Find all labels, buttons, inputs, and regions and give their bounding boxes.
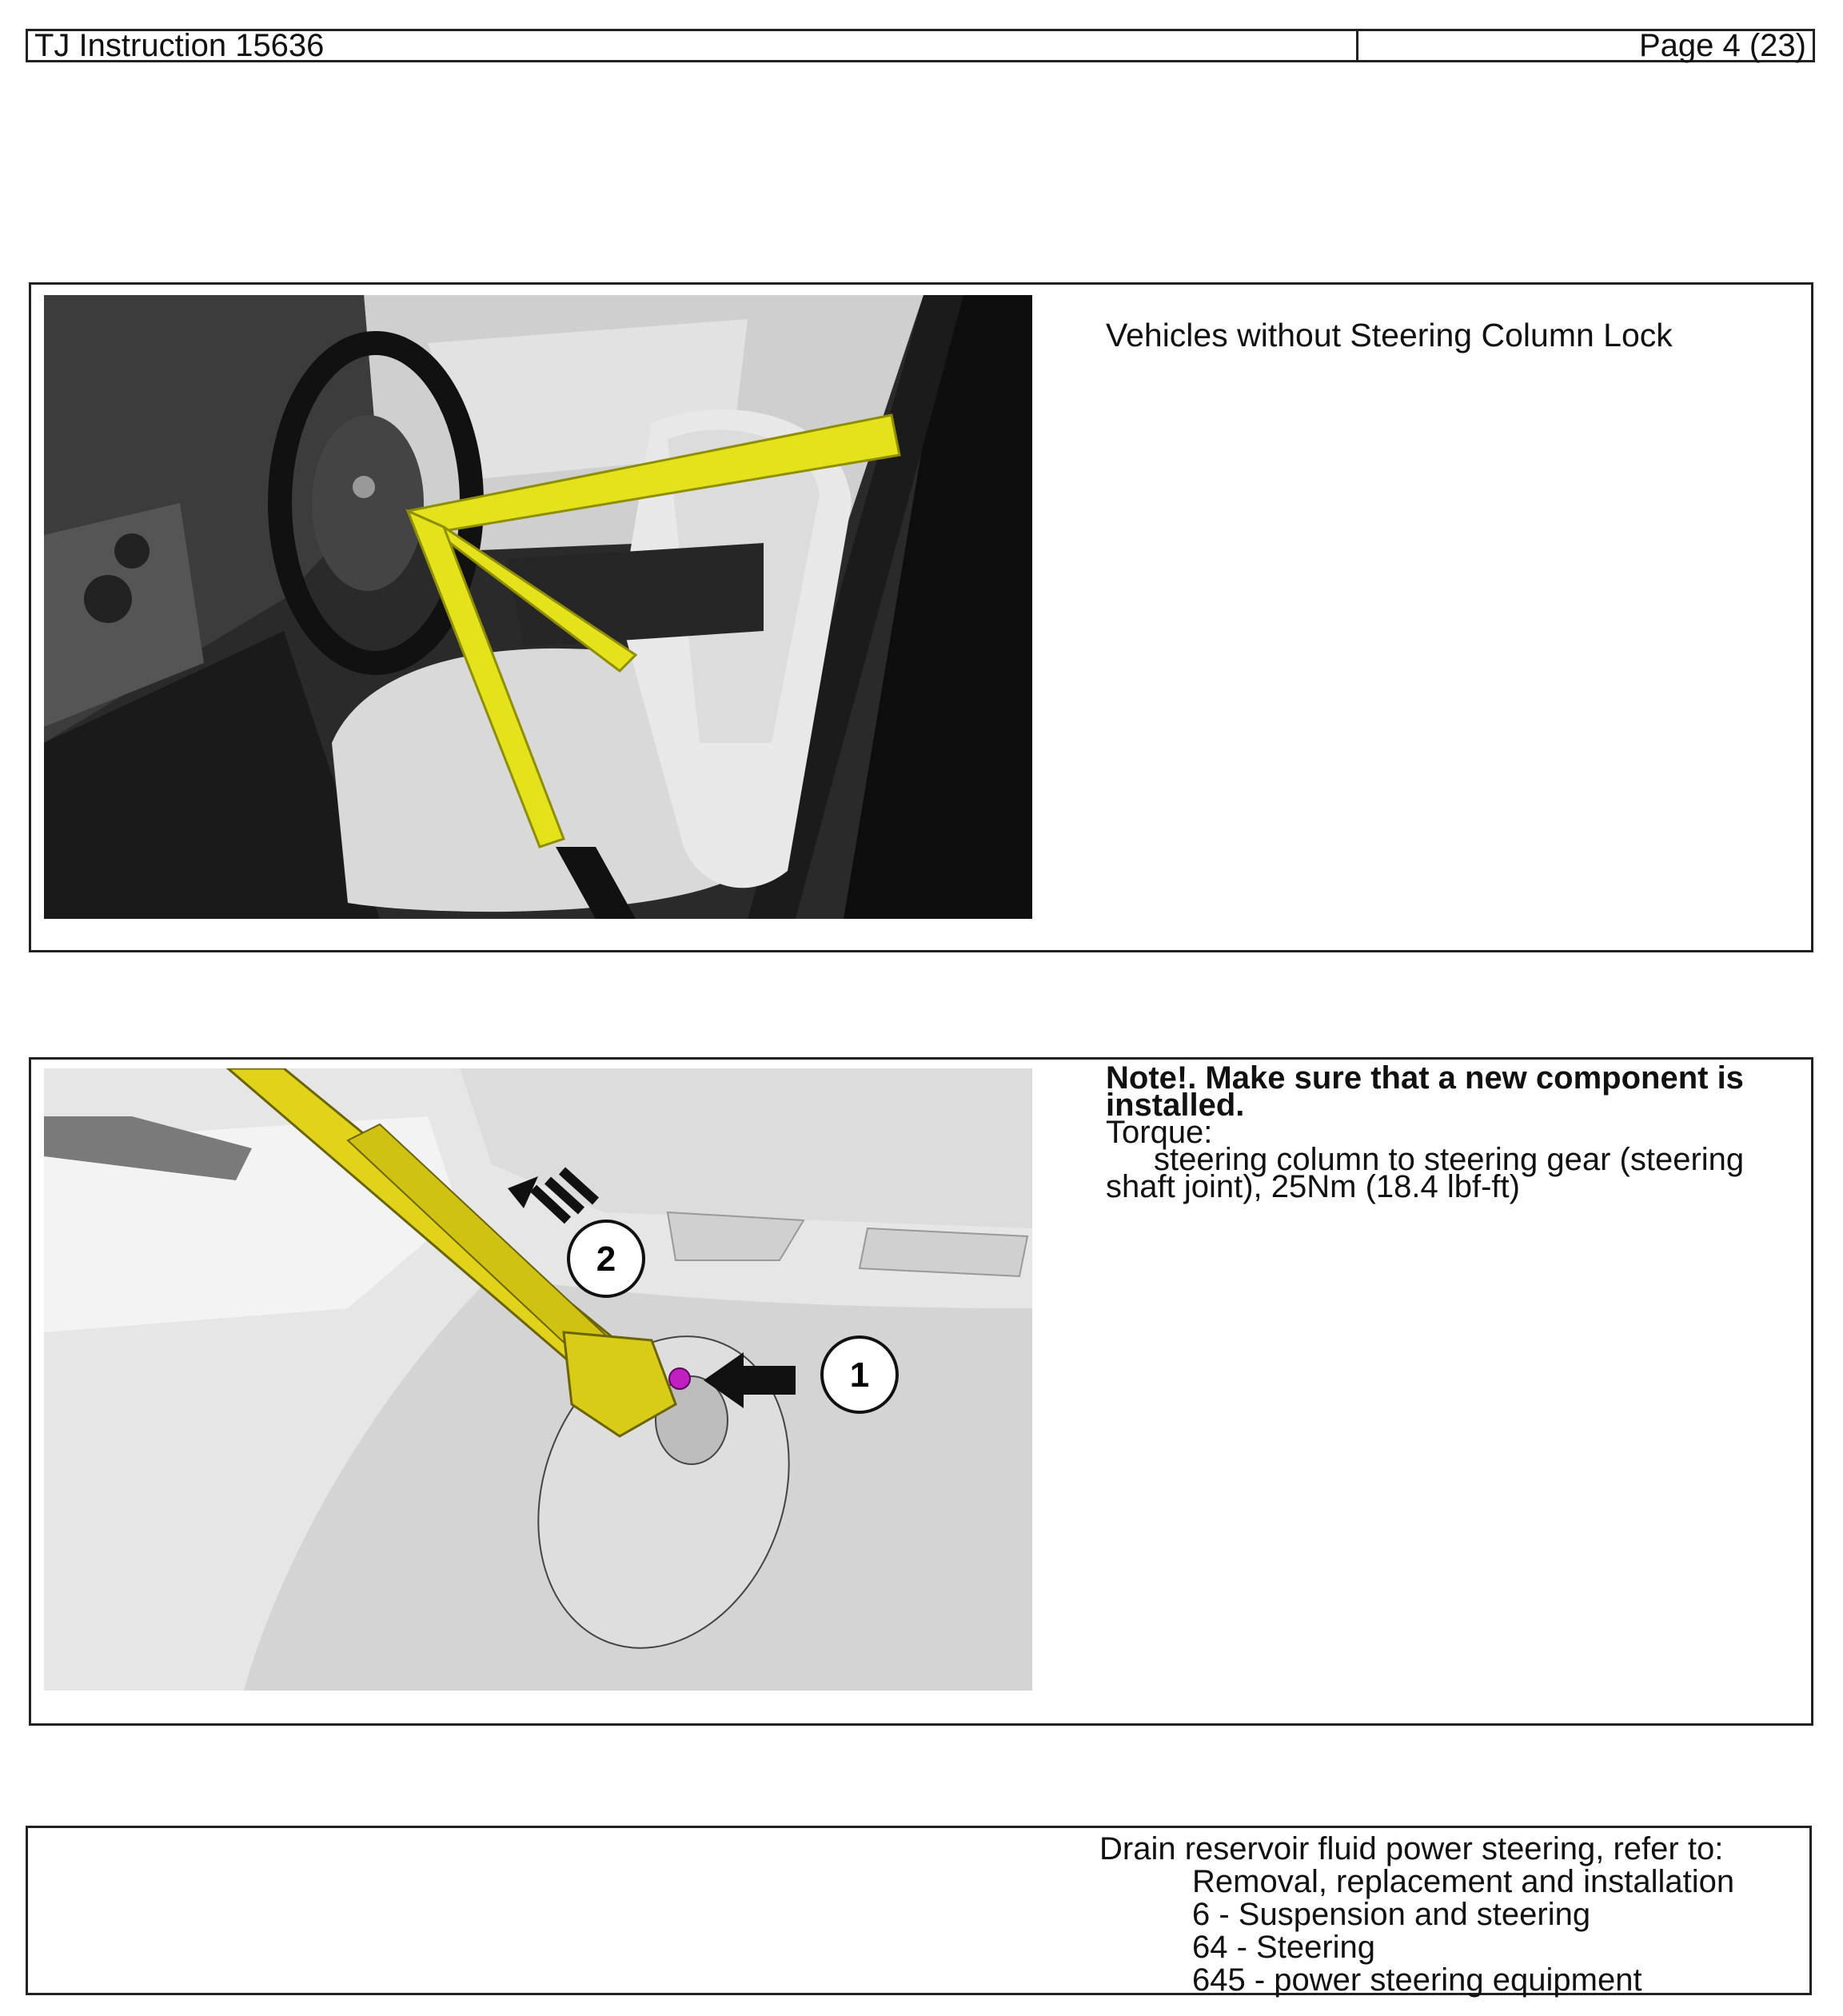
reference-line: 6 - Suspension and steering [1192, 1897, 1591, 1932]
torque-spec-line1: steering column to steering gear (steering [1154, 1142, 1745, 1177]
steering-column-illustration [44, 1068, 1032, 1691]
step-text-torque [1106, 1060, 1777, 1204]
reference-line: 64 - Steering [1192, 1930, 1376, 1965]
reference-line: 645 - power steering equipment [1192, 1962, 1642, 1998]
step-caption: Vehicles without Steering Column Lock [1106, 317, 1673, 353]
torque-label: Torque: [1106, 1115, 1213, 1150]
callout-2: 2 [596, 1240, 616, 1279]
note-text: Note!. Make sure that a new component is installed. [1106, 1060, 1744, 1123]
step-panel-3 [26, 1826, 1812, 1998]
document-title: TJ Instruction 15636 [28, 31, 1358, 60]
step-panel-1 [29, 282, 1813, 952]
torque-spec-line2: shaft joint), 25Nm (18.4 lbf-ft) [1106, 1169, 1520, 1204]
step-text-drain [1099, 1833, 1734, 1997]
drain-instruction: Drain reservoir fluid power steering, refer to: [1099, 1831, 1724, 1866]
page-number: Page 4 (23) [1638, 28, 1806, 63]
reference-line: Removal, replacement and installation [1192, 1864, 1735, 1899]
step-panel-2 [29, 1057, 1813, 1726]
callout-1: 1 [849, 1355, 870, 1395]
page-header [26, 29, 1815, 62]
car-interior-photo [44, 295, 1032, 919]
